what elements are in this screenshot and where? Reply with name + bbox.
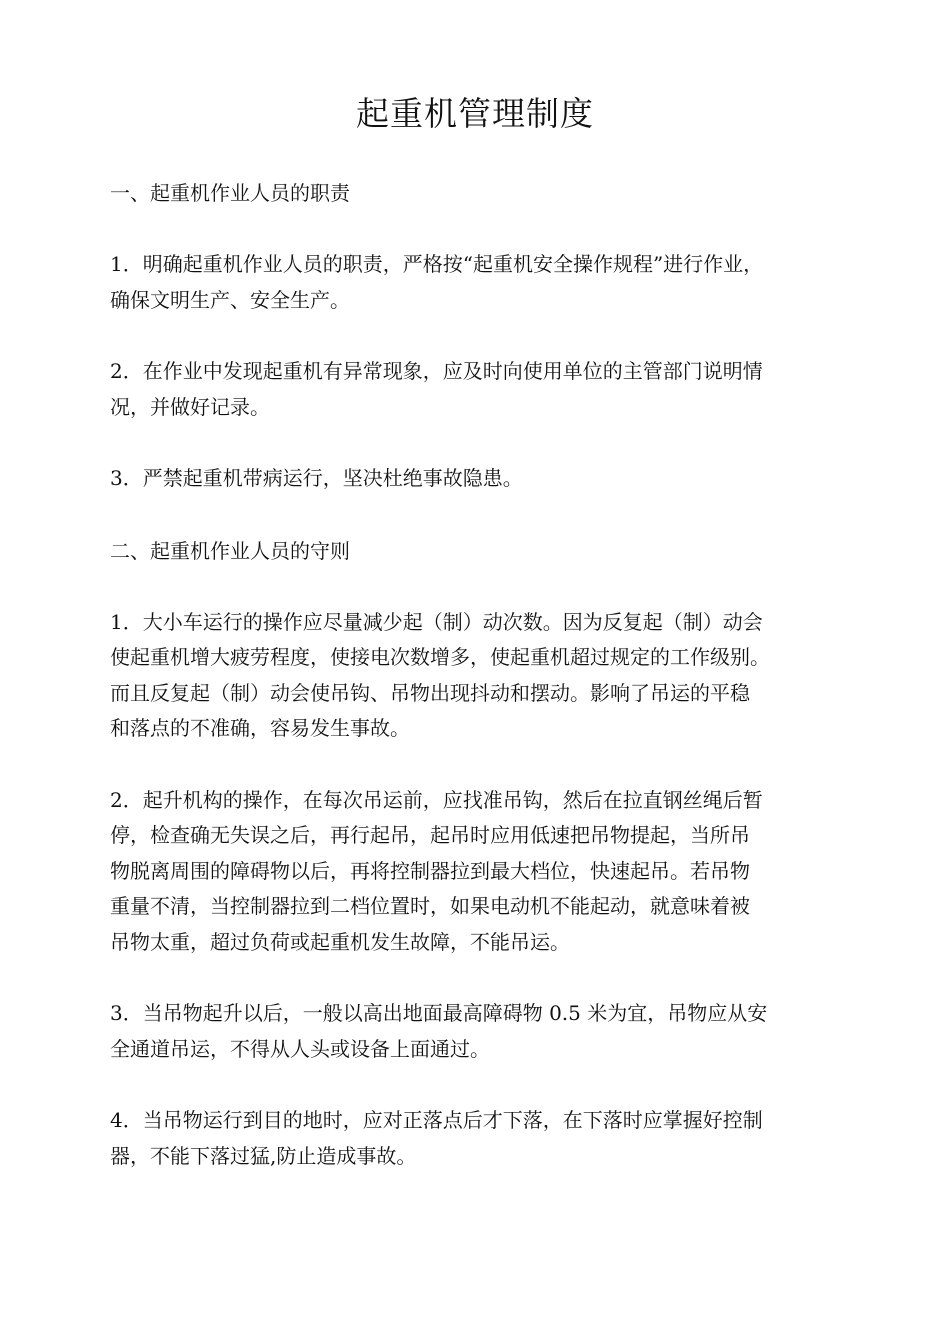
- text-line: 器，不能下落过猛,防止造成事故。: [110, 1143, 417, 1168]
- text-line: 1．大小车运行的操作应尽量减少起（制）动次数。因为反复起（制）动会: [110, 609, 763, 634]
- duty-item-3: [110, 461, 845, 497]
- text-line: 2．起升机构的操作，在每次吊运前，应找准吊钩，然后在拉直钢丝绳后暂: [110, 787, 763, 812]
- text-line: 确保文明生产、安全生产。: [110, 287, 350, 312]
- text-line: 3．当吊物起升以后，一般以高出地面最高障碍物 0.5 米为宜，吊物应从安: [110, 1001, 768, 1025]
- text-line: 物脱离周围的障碍物以后，再将控制器拉到最大档位，快速起吊。若吊物: [110, 858, 750, 883]
- text-line: 重量不清，当控制器拉到二档位置时，如果电动机不能起动，就意味着被: [110, 894, 750, 918]
- text-line: 4．当吊物运行到目的地时，应对正落点后才下落，在下落时应掌握好控制: [110, 1108, 763, 1132]
- text-line: 况，并做好记录。: [110, 394, 270, 419]
- rule-item-1: [110, 605, 845, 747]
- rule-item-4: [110, 1103, 845, 1174]
- text-line: 1．明确起重机作业人员的职责，严格按“起重机安全操作规程”进行作业，: [110, 252, 764, 276]
- text-line: 2．在作业中发现起重机有异常现象，应及时向使用单位的主管部门说明情: [110, 359, 763, 383]
- text-line: 和落点的不准确，容易发生事故。: [110, 716, 410, 740]
- rule-item-3: [110, 996, 845, 1067]
- duty-item-1: [110, 247, 845, 318]
- text-line: 吊物太重，超过负荷或起重机发生故障，不能吊运。: [110, 929, 570, 954]
- text-line: 全通道吊运，不得从人头或设备上面通过。: [110, 1036, 490, 1061]
- text-line: 3．严禁起重机带病运行，坚决杜绝事故隐患。: [110, 466, 523, 490]
- duty-item-2: [110, 354, 845, 425]
- page-title: 起重机管理制度: [356, 94, 594, 133]
- text-line: 停，检查确无失误之后，再行起吊，起吊时应用低速把吊物提起，当所吊: [110, 823, 750, 847]
- section-heading-rules: 二、起重机作业人员的守则: [110, 538, 350, 563]
- text-line: 使起重机增大疲劳程度，使接电次数增多，使起重机超过规定的工作级别。: [110, 645, 770, 669]
- text-line: 而且反复起（制）动会使吊钩、吊物出现抖动和摆动。影响了吊运的平稳: [110, 680, 750, 705]
- document-body: [110, 175, 845, 1210]
- rule-item-2: [110, 783, 845, 961]
- section-heading-duties: 一、起重机作业人员的职责: [110, 181, 350, 205]
